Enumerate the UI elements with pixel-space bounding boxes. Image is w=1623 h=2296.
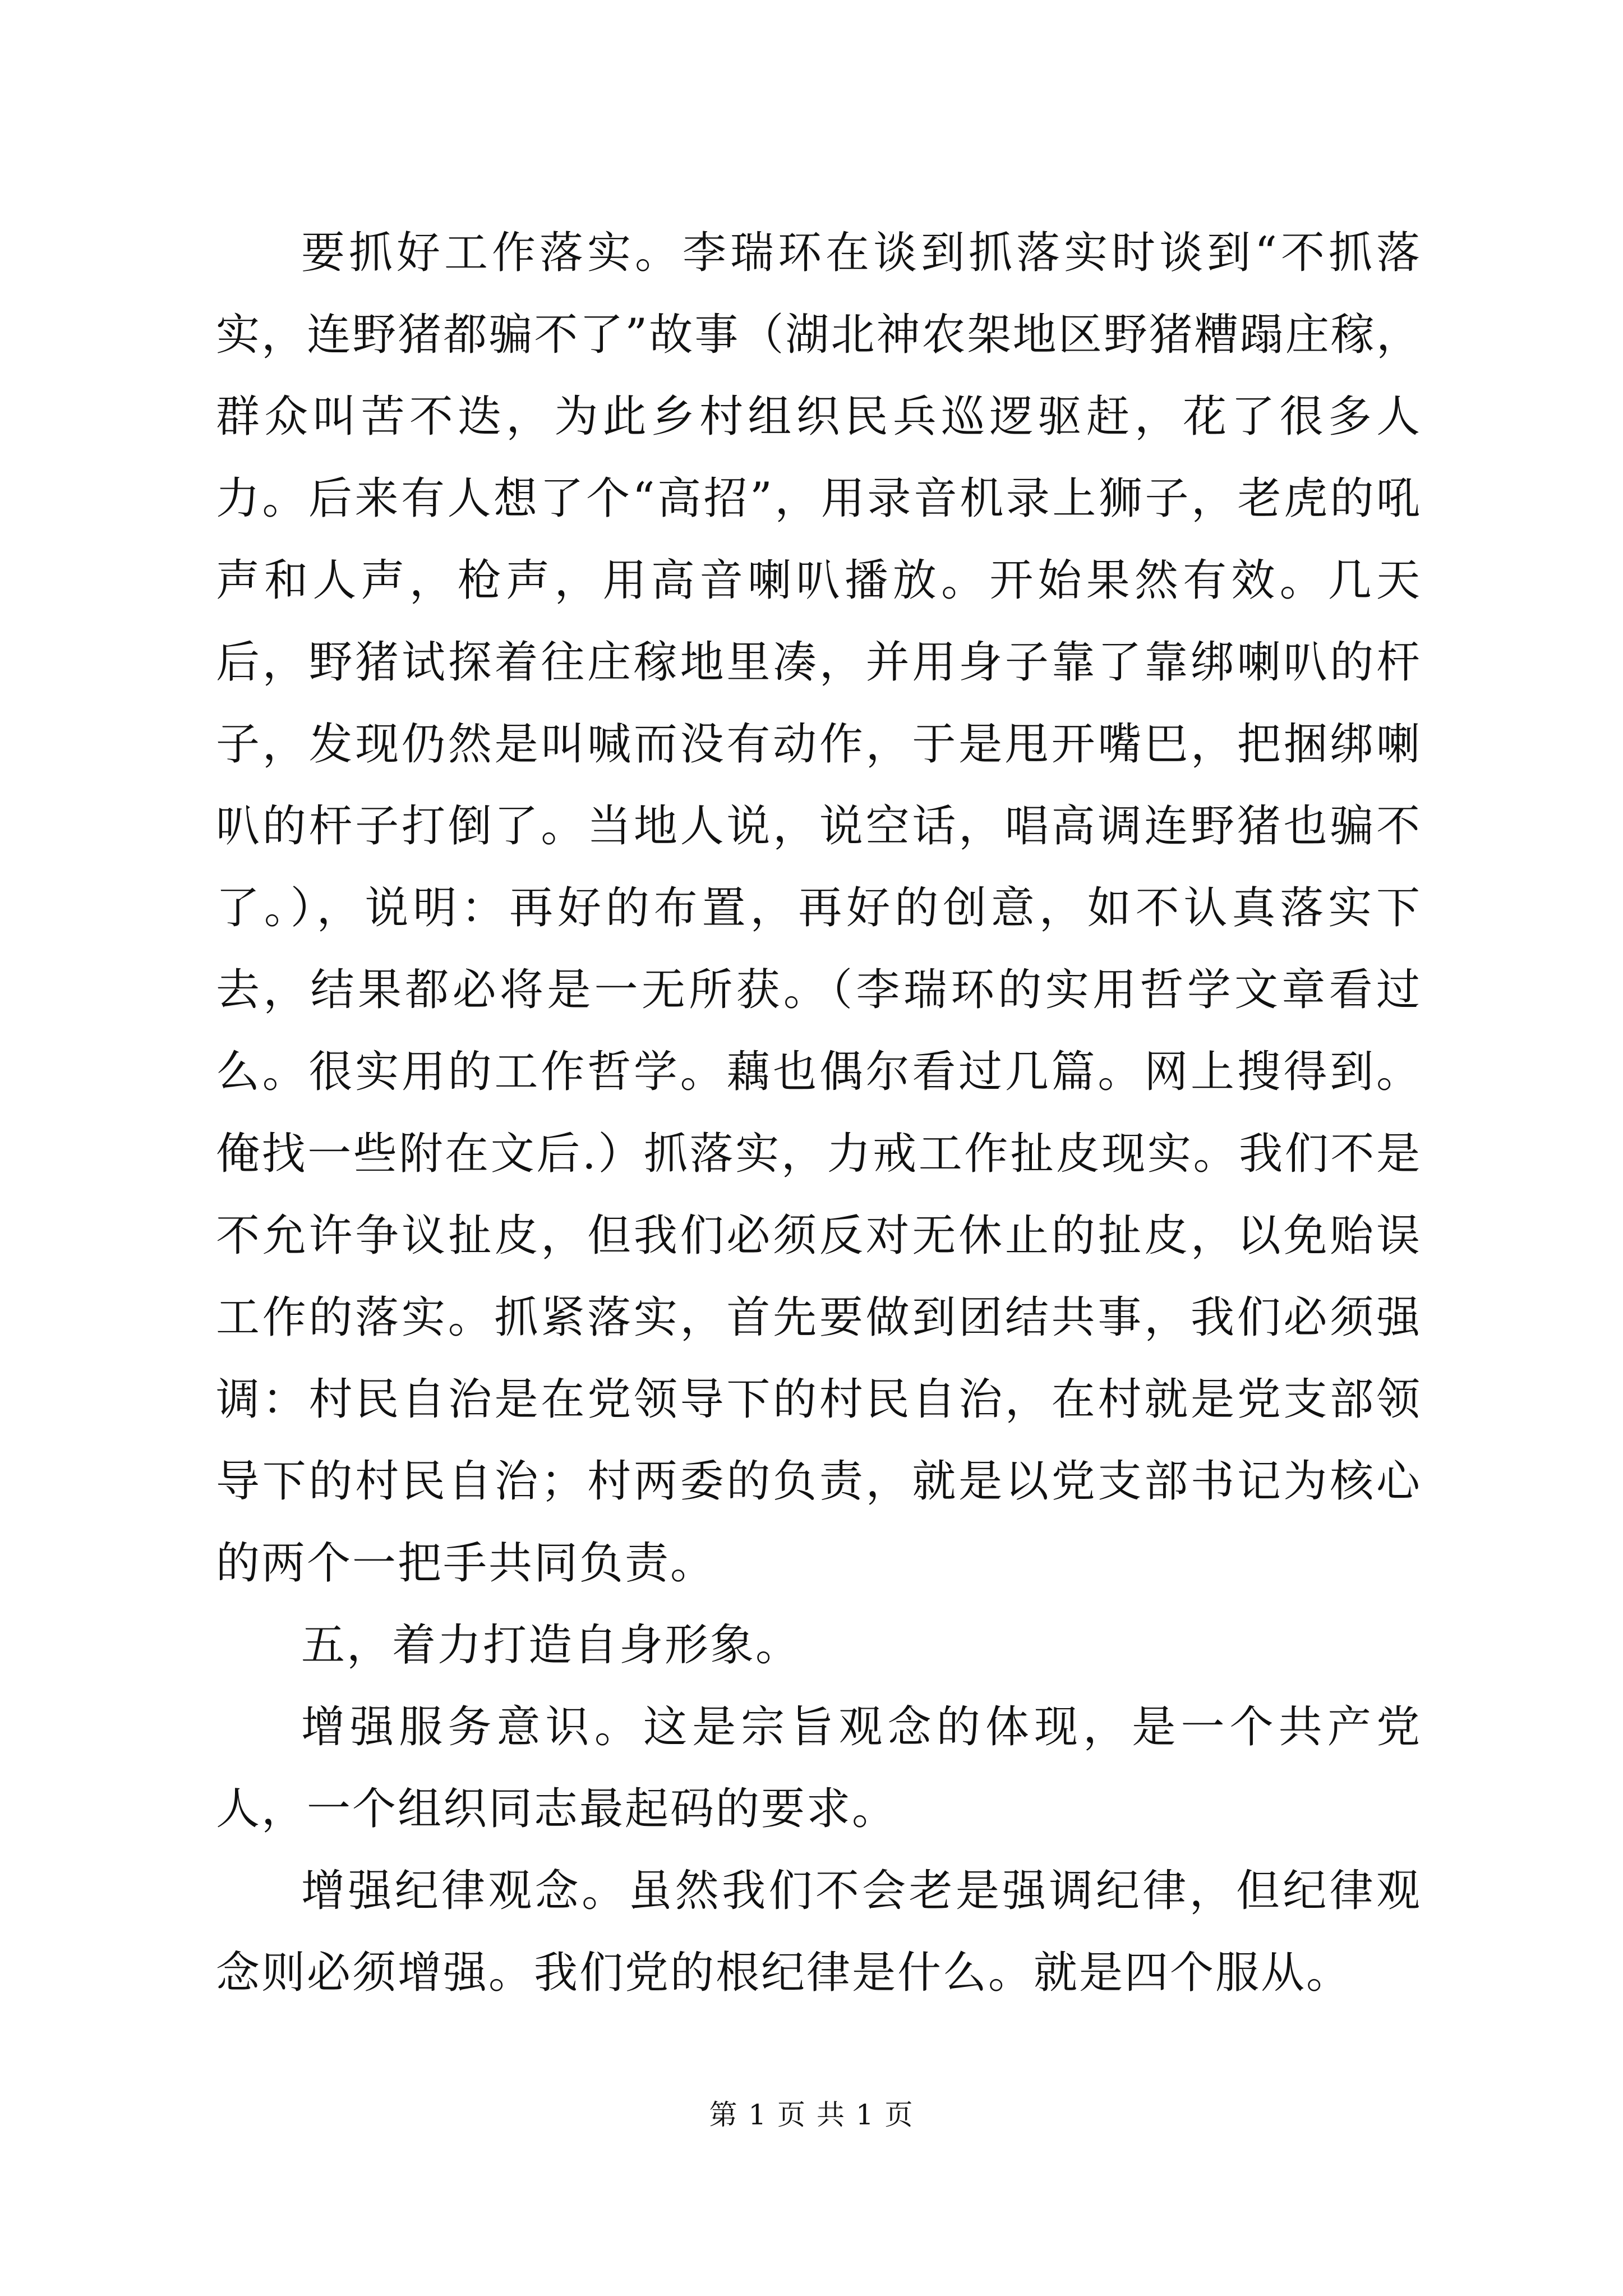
page-number-footer: 第 1 页 共 1 页	[709, 2099, 914, 2131]
document-body	[216, 212, 1422, 2014]
paragraph-service-awareness: 增强服务意识。这是宗旨观念的体现，是一个共产党人，一个组织同志最起码的要求。	[216, 1702, 1422, 1834]
paragraph-work-implementation: 要抓好工作落实。李瑞环在谈到抓落实时谈到“不抓落实，连野猪都骗不了”故事（湖北神农架地区野猪糟蹋庄稼，群众叫苦不迭，为此乡村组织民兵巡逻驱赶，花了很多人力。后来有人想了个“高招”，用录音机录上狮子，老虎的吼声和人声，枪声，用高音喇叭播放。开始果然有效。几天后，野猪试探着往庄稼地里凑，并用身子靠了靠绑喇叭的杆子，发现仍然是叫喊而没有动作，于是甩开嘴巴，把捆绑喇叭的杆子打倒了。当地人说，说空话，唱高调连野猪也骗不了。），说明：再好的布置，再好的创意，如不认真落实下去，结果都必将是一无所获。（李瑞环的实用哲学文章看过么。很实用的工作哲学。藕也偶尔看过几篇。网上搜得到。俺找一些附在文后.）抓落实，力戒工作扯皮现实。我们不是不允许争议扯皮，但我们必须反对无休止的扯皮，以免贻误工作的落实。抓紧落实，首先要做到团结共事，我们必须强调：村民自治是在党领导下的村民自治，在村就是党支部领导下的村民自治；村两委的负责，就是以党支部书记为核心的两个一把手共同负责。	[216, 228, 1422, 1589]
paragraph-section-five-heading: 五，着力打造自身形象。	[301, 1620, 801, 1671]
paragraph-discipline-concept: 增强纪律观念。虽然我们不会老是强调纪律，但纪律观念则必须增强。我们党的根纪律是什么。就是四个服从。	[216, 1866, 1422, 1998]
